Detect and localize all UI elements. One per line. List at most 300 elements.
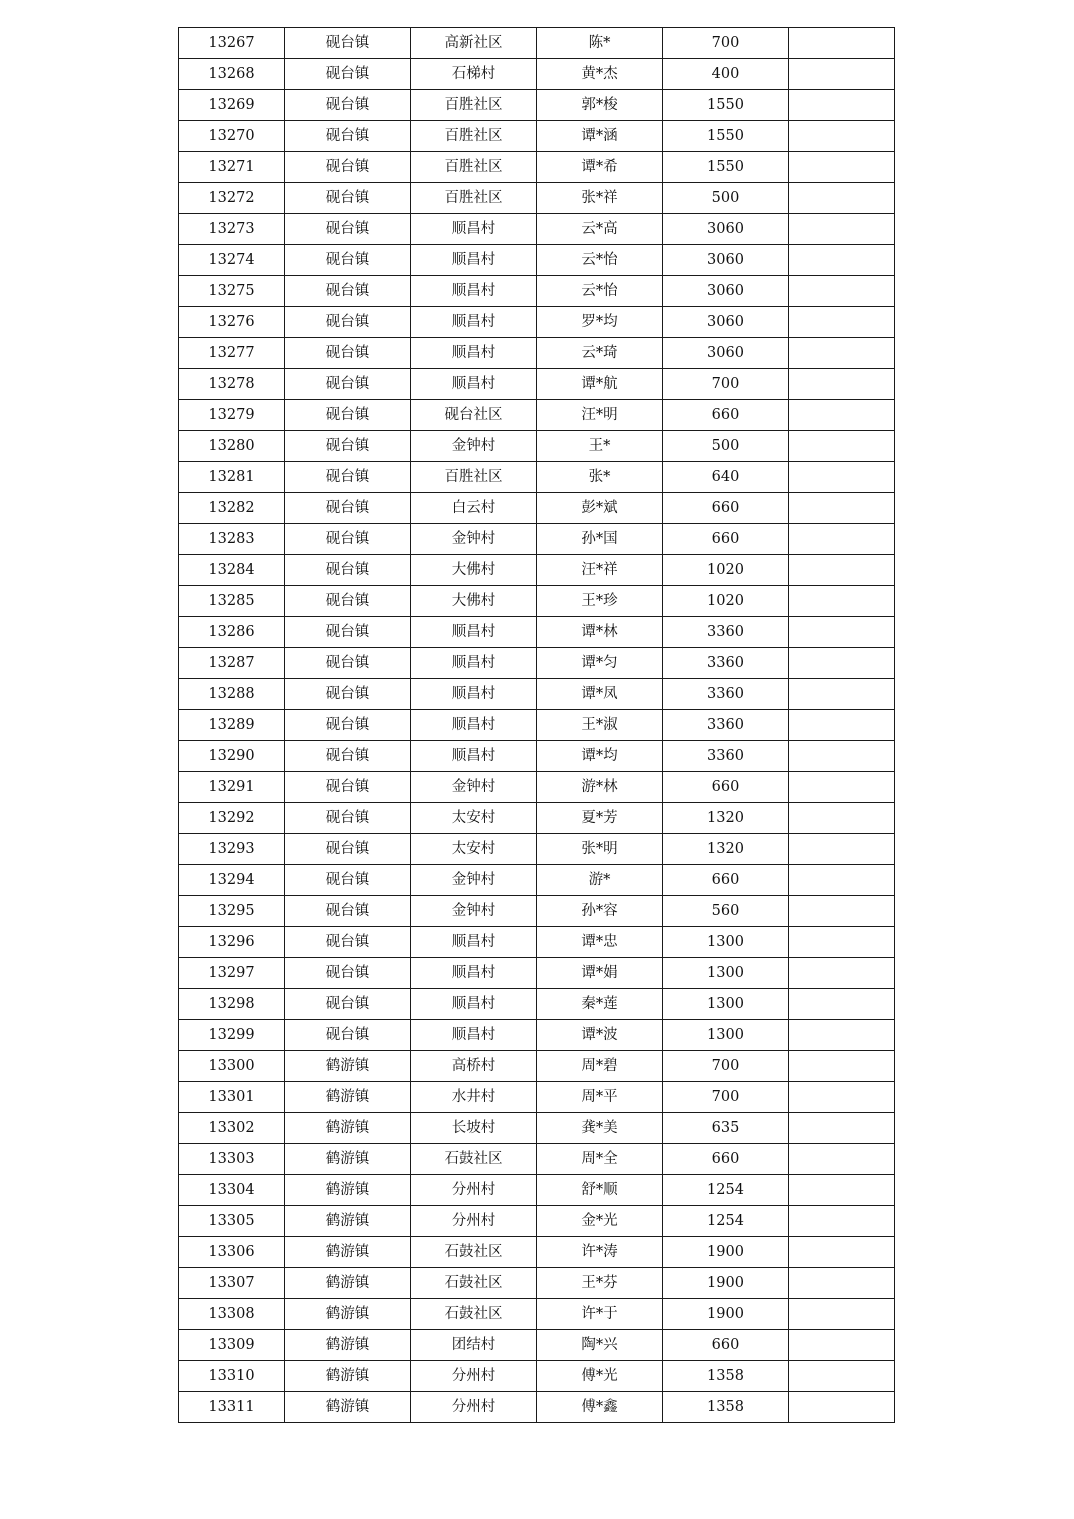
row-id-cell: 13270 — [179, 121, 285, 152]
row-id-cell: 13309 — [179, 1330, 285, 1361]
table-row — [179, 710, 895, 741]
amount-cell: 500 — [663, 183, 789, 214]
amount-cell: 1254 — [663, 1206, 789, 1237]
name-cell: 黄*杰 — [537, 59, 663, 90]
note-cell — [789, 1051, 895, 1082]
row-id-cell: 13282 — [179, 493, 285, 524]
name-cell: 游* — [537, 865, 663, 896]
table-row — [179, 90, 895, 121]
amount-cell: 1900 — [663, 1237, 789, 1268]
amount-cell: 3060 — [663, 276, 789, 307]
amount-cell: 1550 — [663, 121, 789, 152]
village-cell: 大佛村 — [411, 555, 537, 586]
table-row — [179, 1144, 895, 1175]
amount-cell: 700 — [663, 1082, 789, 1113]
table-row — [179, 679, 895, 710]
table-row — [179, 803, 895, 834]
table-row — [179, 245, 895, 276]
town-cell: 砚台镇 — [285, 586, 411, 617]
table-body — [179, 28, 895, 1423]
row-id-cell: 13301 — [179, 1082, 285, 1113]
village-cell: 石鼓社区 — [411, 1237, 537, 1268]
row-id-cell: 13300 — [179, 1051, 285, 1082]
name-cell: 汪*明 — [537, 400, 663, 431]
row-id-cell: 13279 — [179, 400, 285, 431]
table-row — [179, 28, 895, 59]
amount-cell: 640 — [663, 462, 789, 493]
town-cell: 砚台镇 — [285, 121, 411, 152]
village-cell: 分州村 — [411, 1392, 537, 1423]
village-cell: 顺昌村 — [411, 214, 537, 245]
village-cell: 长坡村 — [411, 1113, 537, 1144]
table-row — [179, 1330, 895, 1361]
name-cell: 谭*凤 — [537, 679, 663, 710]
village-cell: 金钟村 — [411, 431, 537, 462]
table-row — [179, 1361, 895, 1392]
name-cell: 金*光 — [537, 1206, 663, 1237]
village-cell: 石鼓社区 — [411, 1268, 537, 1299]
town-cell: 砚台镇 — [285, 183, 411, 214]
table-row — [179, 121, 895, 152]
town-cell: 砚台镇 — [285, 958, 411, 989]
village-cell: 大佛村 — [411, 586, 537, 617]
town-cell: 砚台镇 — [285, 741, 411, 772]
name-cell: 王*珍 — [537, 586, 663, 617]
town-cell: 砚台镇 — [285, 90, 411, 121]
row-id-cell: 13289 — [179, 710, 285, 741]
village-cell: 顺昌村 — [411, 679, 537, 710]
name-cell: 秦*莲 — [537, 989, 663, 1020]
town-cell: 砚台镇 — [285, 152, 411, 183]
note-cell — [789, 28, 895, 59]
row-id-cell: 13292 — [179, 803, 285, 834]
table-row — [179, 369, 895, 400]
town-cell: 砚台镇 — [285, 555, 411, 586]
amount-cell: 700 — [663, 369, 789, 400]
name-cell: 谭*希 — [537, 152, 663, 183]
town-cell: 鹤游镇 — [285, 1082, 411, 1113]
village-cell: 金钟村 — [411, 772, 537, 803]
name-cell: 舒*顺 — [537, 1175, 663, 1206]
amount-cell: 1254 — [663, 1175, 789, 1206]
town-cell: 砚台镇 — [285, 772, 411, 803]
note-cell — [789, 276, 895, 307]
town-cell: 砚台镇 — [285, 338, 411, 369]
row-id-cell: 13311 — [179, 1392, 285, 1423]
village-cell: 顺昌村 — [411, 927, 537, 958]
table-row — [179, 276, 895, 307]
row-id-cell: 13293 — [179, 834, 285, 865]
name-cell: 夏*芳 — [537, 803, 663, 834]
table-row — [179, 493, 895, 524]
amount-cell: 1320 — [663, 803, 789, 834]
name-cell: 许*涛 — [537, 1237, 663, 1268]
name-cell: 龚*美 — [537, 1113, 663, 1144]
village-cell: 顺昌村 — [411, 245, 537, 276]
note-cell — [789, 59, 895, 90]
village-cell: 顺昌村 — [411, 338, 537, 369]
town-cell: 砚台镇 — [285, 896, 411, 927]
village-cell: 百胜社区 — [411, 152, 537, 183]
amount-cell: 1358 — [663, 1392, 789, 1423]
note-cell — [789, 896, 895, 927]
note-cell — [789, 1144, 895, 1175]
row-id-cell: 13310 — [179, 1361, 285, 1392]
row-id-cell: 13295 — [179, 896, 285, 927]
name-cell: 许*于 — [537, 1299, 663, 1330]
amount-cell: 1300 — [663, 1020, 789, 1051]
name-cell: 云*怡 — [537, 276, 663, 307]
row-id-cell: 13286 — [179, 617, 285, 648]
amount-cell: 700 — [663, 1051, 789, 1082]
village-cell: 百胜社区 — [411, 183, 537, 214]
note-cell — [789, 1206, 895, 1237]
table-row — [179, 989, 895, 1020]
note-cell — [789, 245, 895, 276]
table-row — [179, 1299, 895, 1330]
note-cell — [789, 524, 895, 555]
town-cell: 砚台镇 — [285, 834, 411, 865]
village-cell: 金钟村 — [411, 896, 537, 927]
name-cell: 张*祥 — [537, 183, 663, 214]
village-cell: 百胜社区 — [411, 462, 537, 493]
name-cell: 谭*航 — [537, 369, 663, 400]
note-cell — [789, 400, 895, 431]
town-cell: 砚台镇 — [285, 1020, 411, 1051]
name-cell: 陶*兴 — [537, 1330, 663, 1361]
note-cell — [789, 214, 895, 245]
note-cell — [789, 1020, 895, 1051]
row-id-cell: 13307 — [179, 1268, 285, 1299]
name-cell: 张* — [537, 462, 663, 493]
row-id-cell: 13291 — [179, 772, 285, 803]
amount-cell: 660 — [663, 1144, 789, 1175]
note-cell — [789, 1299, 895, 1330]
name-cell: 谭*均 — [537, 741, 663, 772]
table-row — [179, 1082, 895, 1113]
row-id-cell: 13277 — [179, 338, 285, 369]
village-cell: 水井村 — [411, 1082, 537, 1113]
row-id-cell: 13274 — [179, 245, 285, 276]
note-cell — [789, 958, 895, 989]
note-cell — [789, 834, 895, 865]
name-cell: 彭*斌 — [537, 493, 663, 524]
row-id-cell: 13280 — [179, 431, 285, 462]
row-id-cell: 13267 — [179, 28, 285, 59]
village-cell: 团结村 — [411, 1330, 537, 1361]
note-cell — [789, 1268, 895, 1299]
table-row — [179, 834, 895, 865]
village-cell: 白云村 — [411, 493, 537, 524]
name-cell: 王*芬 — [537, 1268, 663, 1299]
name-cell: 云*怡 — [537, 245, 663, 276]
row-id-cell: 13271 — [179, 152, 285, 183]
village-cell: 顺昌村 — [411, 710, 537, 741]
village-cell: 太安村 — [411, 834, 537, 865]
row-id-cell: 13281 — [179, 462, 285, 493]
row-id-cell: 13306 — [179, 1237, 285, 1268]
name-cell: 云*高 — [537, 214, 663, 245]
amount-cell: 1300 — [663, 958, 789, 989]
amount-cell: 3360 — [663, 679, 789, 710]
table-row — [179, 338, 895, 369]
note-cell — [789, 121, 895, 152]
town-cell: 鹤游镇 — [285, 1237, 411, 1268]
amount-cell: 1300 — [663, 927, 789, 958]
village-cell: 顺昌村 — [411, 369, 537, 400]
amount-cell: 3360 — [663, 648, 789, 679]
amount-cell: 1900 — [663, 1299, 789, 1330]
village-cell: 太安村 — [411, 803, 537, 834]
town-cell: 鹤游镇 — [285, 1299, 411, 1330]
village-cell: 金钟村 — [411, 524, 537, 555]
row-id-cell: 13278 — [179, 369, 285, 400]
row-id-cell: 13305 — [179, 1206, 285, 1237]
table-row — [179, 741, 895, 772]
row-id-cell: 13287 — [179, 648, 285, 679]
village-cell: 百胜社区 — [411, 90, 537, 121]
table-row — [179, 462, 895, 493]
note-cell — [789, 307, 895, 338]
amount-cell: 1320 — [663, 834, 789, 865]
amount-cell: 1020 — [663, 586, 789, 617]
table-row — [179, 1175, 895, 1206]
village-cell: 分州村 — [411, 1175, 537, 1206]
note-cell — [789, 1392, 895, 1423]
table-row — [179, 524, 895, 555]
amount-cell: 1358 — [663, 1361, 789, 1392]
table-row — [179, 307, 895, 338]
village-cell: 砚台社区 — [411, 400, 537, 431]
note-cell — [789, 369, 895, 400]
town-cell: 砚台镇 — [285, 431, 411, 462]
town-cell: 鹤游镇 — [285, 1392, 411, 1423]
town-cell: 鹤游镇 — [285, 1175, 411, 1206]
table-row — [179, 183, 895, 214]
amount-cell: 3060 — [663, 245, 789, 276]
town-cell: 砚台镇 — [285, 59, 411, 90]
name-cell: 王* — [537, 431, 663, 462]
town-cell: 鹤游镇 — [285, 1268, 411, 1299]
amount-cell: 660 — [663, 493, 789, 524]
note-cell — [789, 989, 895, 1020]
name-cell: 傅*鑫 — [537, 1392, 663, 1423]
town-cell: 鹤游镇 — [285, 1113, 411, 1144]
name-cell: 王*淑 — [537, 710, 663, 741]
table-row — [179, 617, 895, 648]
table-row — [179, 59, 895, 90]
note-cell — [789, 1175, 895, 1206]
table-row — [179, 214, 895, 245]
amount-cell: 3060 — [663, 338, 789, 369]
amount-cell: 1550 — [663, 90, 789, 121]
row-id-cell: 13269 — [179, 90, 285, 121]
note-cell — [789, 1361, 895, 1392]
town-cell: 砚台镇 — [285, 617, 411, 648]
town-cell: 鹤游镇 — [285, 1330, 411, 1361]
note-cell — [789, 555, 895, 586]
table-row — [179, 927, 895, 958]
note-cell — [789, 183, 895, 214]
village-cell: 顺昌村 — [411, 741, 537, 772]
name-cell: 谭*涵 — [537, 121, 663, 152]
table-row — [179, 555, 895, 586]
town-cell: 砚台镇 — [285, 214, 411, 245]
note-cell — [789, 865, 895, 896]
table-row — [179, 1113, 895, 1144]
town-cell: 砚台镇 — [285, 400, 411, 431]
village-cell: 分州村 — [411, 1361, 537, 1392]
name-cell: 谭*波 — [537, 1020, 663, 1051]
name-cell: 罗*均 — [537, 307, 663, 338]
note-cell — [789, 493, 895, 524]
table-row — [179, 431, 895, 462]
town-cell: 砚台镇 — [285, 710, 411, 741]
row-id-cell: 13308 — [179, 1299, 285, 1330]
amount-cell: 660 — [663, 772, 789, 803]
town-cell: 砚台镇 — [285, 648, 411, 679]
amount-cell: 1550 — [663, 152, 789, 183]
table-row — [179, 400, 895, 431]
amount-cell: 3060 — [663, 214, 789, 245]
note-cell — [789, 462, 895, 493]
town-cell: 砚台镇 — [285, 276, 411, 307]
row-id-cell: 13275 — [179, 276, 285, 307]
note-cell — [789, 1113, 895, 1144]
row-id-cell: 13283 — [179, 524, 285, 555]
row-id-cell: 13304 — [179, 1175, 285, 1206]
row-id-cell: 13296 — [179, 927, 285, 958]
note-cell — [789, 1082, 895, 1113]
amount-cell: 635 — [663, 1113, 789, 1144]
village-cell: 高桥村 — [411, 1051, 537, 1082]
amount-cell: 3060 — [663, 307, 789, 338]
note-cell — [789, 679, 895, 710]
note-cell — [789, 431, 895, 462]
village-cell: 顺昌村 — [411, 617, 537, 648]
name-cell: 周*平 — [537, 1082, 663, 1113]
town-cell: 鹤游镇 — [285, 1051, 411, 1082]
data-table — [178, 27, 895, 1423]
name-cell: 云*琦 — [537, 338, 663, 369]
town-cell: 砚台镇 — [285, 865, 411, 896]
note-cell — [789, 90, 895, 121]
name-cell: 孙*容 — [537, 896, 663, 927]
note-cell — [789, 152, 895, 183]
note-cell — [789, 648, 895, 679]
note-cell — [789, 772, 895, 803]
name-cell: 傅*光 — [537, 1361, 663, 1392]
amount-cell: 3360 — [663, 710, 789, 741]
note-cell — [789, 1330, 895, 1361]
town-cell: 砚台镇 — [285, 493, 411, 524]
row-id-cell: 13285 — [179, 586, 285, 617]
name-cell: 游*林 — [537, 772, 663, 803]
row-id-cell: 13284 — [179, 555, 285, 586]
row-id-cell: 13294 — [179, 865, 285, 896]
table-row — [179, 1020, 895, 1051]
town-cell: 砚台镇 — [285, 245, 411, 276]
row-id-cell: 13303 — [179, 1144, 285, 1175]
row-id-cell: 13288 — [179, 679, 285, 710]
town-cell: 砚台镇 — [285, 524, 411, 555]
town-cell: 鹤游镇 — [285, 1206, 411, 1237]
amount-cell: 3360 — [663, 741, 789, 772]
row-id-cell: 13302 — [179, 1113, 285, 1144]
row-id-cell: 13268 — [179, 59, 285, 90]
town-cell: 砚台镇 — [285, 927, 411, 958]
name-cell: 谭*忠 — [537, 927, 663, 958]
town-cell: 砚台镇 — [285, 28, 411, 59]
name-cell: 张*明 — [537, 834, 663, 865]
village-cell: 石梯村 — [411, 59, 537, 90]
village-cell: 石鼓社区 — [411, 1299, 537, 1330]
amount-cell: 560 — [663, 896, 789, 927]
village-cell: 顺昌村 — [411, 958, 537, 989]
amount-cell: 1300 — [663, 989, 789, 1020]
table-row — [179, 1051, 895, 1082]
row-id-cell: 13298 — [179, 989, 285, 1020]
note-cell — [789, 338, 895, 369]
town-cell: 鹤游镇 — [285, 1144, 411, 1175]
row-id-cell: 13276 — [179, 307, 285, 338]
village-cell: 百胜社区 — [411, 121, 537, 152]
table-row — [179, 896, 895, 927]
row-id-cell: 13290 — [179, 741, 285, 772]
name-cell: 郭*梭 — [537, 90, 663, 121]
table-row — [179, 648, 895, 679]
name-cell: 周*全 — [537, 1144, 663, 1175]
note-cell — [789, 617, 895, 648]
village-cell: 分州村 — [411, 1206, 537, 1237]
row-id-cell: 13272 — [179, 183, 285, 214]
amount-cell: 660 — [663, 400, 789, 431]
village-cell: 高新社区 — [411, 28, 537, 59]
village-cell: 石鼓社区 — [411, 1144, 537, 1175]
table-row — [179, 865, 895, 896]
note-cell — [789, 710, 895, 741]
town-cell: 砚台镇 — [285, 803, 411, 834]
name-cell: 谭*匀 — [537, 648, 663, 679]
row-id-cell: 13273 — [179, 214, 285, 245]
note-cell — [789, 586, 895, 617]
village-cell: 顺昌村 — [411, 648, 537, 679]
table-row — [179, 772, 895, 803]
name-cell: 陈* — [537, 28, 663, 59]
name-cell: 谭*林 — [537, 617, 663, 648]
note-cell — [789, 741, 895, 772]
village-cell: 顺昌村 — [411, 1020, 537, 1051]
note-cell — [789, 803, 895, 834]
table-row — [179, 1206, 895, 1237]
village-cell: 金钟村 — [411, 865, 537, 896]
name-cell: 谭*娟 — [537, 958, 663, 989]
amount-cell: 1020 — [663, 555, 789, 586]
row-id-cell: 13299 — [179, 1020, 285, 1051]
town-cell: 砚台镇 — [285, 679, 411, 710]
village-cell: 顺昌村 — [411, 276, 537, 307]
village-cell: 顺昌村 — [411, 307, 537, 338]
amount-cell: 400 — [663, 59, 789, 90]
amount-cell: 660 — [663, 865, 789, 896]
amount-cell: 3360 — [663, 617, 789, 648]
table-row — [179, 152, 895, 183]
table-row — [179, 958, 895, 989]
table-row — [179, 1392, 895, 1423]
name-cell: 孙*国 — [537, 524, 663, 555]
amount-cell: 1900 — [663, 1268, 789, 1299]
amount-cell: 660 — [663, 1330, 789, 1361]
